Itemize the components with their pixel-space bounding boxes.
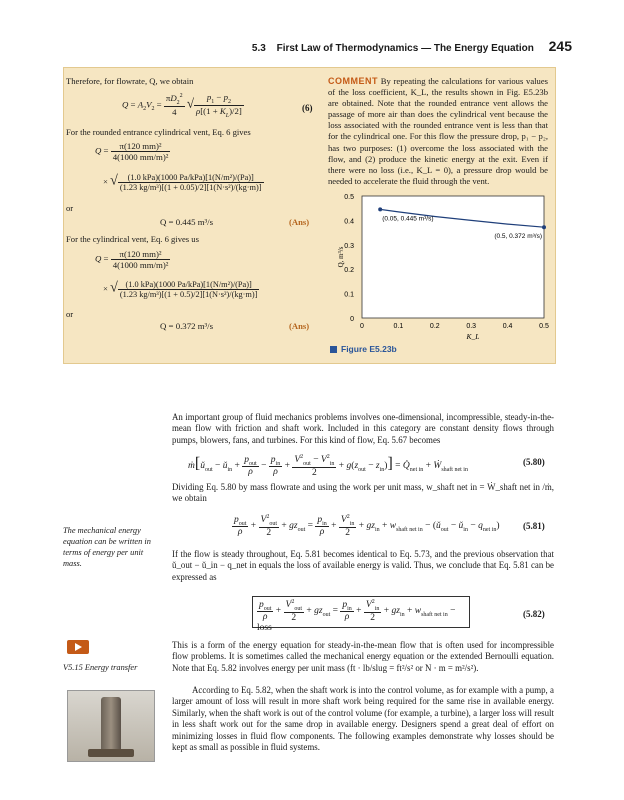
calc2-rad-num: (1.0 kPa)(1000 Pa/kPa)[1(N/m²)/(Pa)]: [118, 280, 260, 290]
x-tick-label: 0.4: [502, 323, 513, 330]
calc2-num: π(120 mm)²: [111, 249, 171, 260]
paragraph-4: This is a form of the energy equation for steady-in-the-mean flow that is often used for incompressible flow problems. It is sometimes called the mechanical energy equation or the extended Bernoulli equation. Note that Eq. 5.82 involves energy per unit mass (ft · lb/slug = ft²/s² or N · m = m²/s²).: [172, 640, 554, 673]
y-tick-label: 0.5: [344, 194, 354, 201]
play-icon: [75, 643, 82, 651]
x-tick-label: 0.2: [429, 323, 440, 330]
comment-title: COMMENT: [328, 76, 378, 86]
x-tick-label: 0: [360, 323, 364, 330]
calc-2-root: × √ $\frac{\text{(1.0 kPa)(1000 Pa/kPa)[1(N/m²)/(Pa)]}}{\text{(1.23 kg/m³)[(1 + 0.5)/2][1(N·s²)/(kg·m)]}}$: [103, 280, 258, 299]
calc1-rad-num: (1.0 kPa)(1000 Pa/kPa)[1(N/m²)/(Pa)]: [118, 173, 264, 183]
x-tick-label: 0.5: [539, 323, 549, 330]
calc-1: Q = $\frac{\text{π(120 mm)²}}{\text{4(1000 mm/m)²}}$: [95, 141, 169, 162]
chapter-title: First Law of Thermodynamics — The Energy Equation: [276, 43, 534, 54]
or-2: or: [66, 309, 74, 319]
y-tick-label: 0: [350, 316, 354, 323]
y-tick-label: 0.1: [344, 291, 354, 299]
paragraph-2: Dividing Eq. 5.80 by mass flowrate and using the work per unit mass, w_shaft net in = Ẇ_shaft net in /ṁ, we obtain: [172, 482, 554, 504]
calc2-rad-den: (1.23 kg/m³)[(1 + 0.5)/2][1(N·s²)/(kg·m)]: [119, 290, 258, 299]
y-tick-label: 0.3: [344, 242, 354, 250]
eq580-number: (5.80): [523, 457, 545, 467]
video-thumbnail-image[interactable]: [67, 690, 155, 762]
or-1: or: [66, 203, 74, 213]
comment-text: By repeating the calculations for various values of the loss coefficient, K_L, the results shown in Fig. E5.23b are obtained. Note that the rounded entrance vent allows the passage of more air than does the cylindrical vent because the loss associated with the rounded entrance vent is less than that for the cylindrical one. For this flow the pressure drop, p₁ − p₂, has two purposes: (1) overcome the loss associated with the flow, and (2) produce the kinetic energy at the exit. Even if there were no loss (i.e., K_L = 0), a pressure drop would be needed to accelerate the fluid through the vent.: [328, 76, 548, 186]
y-axis-label: Q, m³/s: [337, 246, 345, 268]
calc-2: Q = $\frac{\text{π(120 mm)²}}{\text{4(1000 mm/m)²}}$: [95, 249, 169, 270]
eq581-number: (5.81): [523, 521, 545, 531]
box-text-1: Therefore, for flowrate, Q, we obtain: [66, 76, 194, 86]
data-point: [378, 207, 382, 211]
data-label: (0.5, 0.372 m³/s): [494, 233, 542, 241]
video-play-button[interactable]: [67, 640, 89, 654]
equation-5-81: $\frac{p_{out}}{\rho}$ + $\frac{V^2_{out}}{2}$ + $gz_{out}$ = $\frac{p_{in}}{\rho}$ + $\frac{V^2_{in}}{2}$ + $gz_{in} + w_{shaft net in}$ − ($ǔ_{out}$ − $ǔ_{in} - q_{net in}$): [234, 514, 500, 539]
data-label: (0.05, 0.445 m³/s): [382, 215, 434, 223]
margin-note: The mechanical energy equation can be written in terms of energy per unit mass.: [63, 526, 151, 568]
equation-5-80: $ṁ[ǔ_{out}$ − $ǔ_{in}$ + $\frac{p_{out}}{\rho}$ − $\frac{p_{in}}{\rho}$ + $\frac{V^2_{out} - V^2_{in}}{2}$ + $g(z_{out} - z_{in})$] = $Q̇_{net in}$ + Ẇ$_{shaft net in}$: [188, 454, 468, 479]
y-tick-label: 0.2: [344, 267, 354, 275]
page-number: 245: [548, 38, 572, 54]
comment-paragraph: [328, 76, 548, 187]
paragraph-3: If the flow is steady throughout, Eq. 5.81 becomes identical to Eq. 5.73, and the previous observation that ǔ_out − ǔ_in − q_net in equals the loss of available energy is valid. Thus, we conclude that Eq. 5.81 can be expressed as: [172, 549, 554, 582]
paragraph-1: An important group of fluid mechanics problems involves one-dimensional, incompressible, steady-in-the-mean flow with friction and shaft work. Included in this category are constant density flows through pumps, blowers, fans, and turbines. For this kind of flow, Eq. 5.67 becomes: [172, 412, 554, 445]
box-text-2: For the rounded entrance cylindrical vent, Eq. 6 gives: [66, 127, 251, 137]
ans-2: (Ans): [289, 321, 310, 331]
x-axis-label: K_L: [466, 332, 480, 341]
plot-area: [362, 196, 544, 318]
chart-axes: [337, 194, 549, 341]
page-header: [0, 38, 572, 54]
x-tick-label: 0.1: [393, 323, 404, 330]
x-tick-label: 0.3: [466, 323, 477, 330]
equation-6: $Q = A_2V_2$ = $\frac{\pi D_2^2}{4}$ √ $\frac{p_1 - p_2}{\rho[(1 + K_L)/2]}$: [122, 92, 242, 119]
section-number: 5.3: [251, 43, 266, 54]
equation-5-82: $\frac{p_{out}}{\rho}$ + $\frac{V^2_{out}}{2}$ + $gz_{out}$ = $\frac{p_{in}}{\rho}$ + $\frac{V^2_{in}}{2}$ + $gz_{in} + w_{shaft net in}$ − loss: [252, 596, 470, 628]
ans-1: (Ans): [289, 217, 310, 227]
calc1-num: π(120 mm)²: [111, 141, 171, 152]
result-1: Q = 0.445 m³/s: [160, 217, 214, 227]
calc1-rad-den: (1.23 kg/m³)[(1 + 0.05)/2][1(N·s²)/(kg·m)]: [119, 183, 262, 192]
box-text-3: For the cylindrical vent, Eq. 6 gives us: [66, 234, 199, 244]
y-tick-label: 0.4: [344, 218, 354, 226]
paragraph-5: According to Eq. 5.82, when the shaft work is into the control volume, as for example with a pump, a larger amount of loss will result in more shaft work being required for the same rise in available energy. Similarly, when the shaft work is out of the control volume (for example, a turbine), a larger loss will result in less shaft work out for the same drop in available energy. Designers spend a great deal of effort on minimizing losses in fluid flow components. The following examples demonstrate why losses should be kept as small as possible in fluid systems.: [172, 685, 554, 753]
result-2: Q = 0.372 m³/s: [160, 321, 214, 331]
eq6-number: (6): [302, 103, 313, 113]
caption-square-icon: [330, 346, 337, 353]
figure-e5-23b-chart: [320, 190, 554, 342]
calc2-den: 4(1000 mm/m)²: [112, 260, 169, 270]
figure-caption: Figure E5.23b: [330, 344, 397, 354]
eq582-number: (5.82): [523, 609, 545, 619]
video-caption[interactable]: V5.15 Energy transfer: [63, 663, 138, 672]
calc1-den: 4(1000 mm/m)²: [112, 152, 169, 162]
data-point: [542, 225, 546, 229]
calc-1-root: × √ $\frac{\text{(1.0 kPa)(1000 Pa/kPa)[1(N/m²)/(Pa)]}}{\text{(1.23 kg/m³)[(1 + 0.05)/2][1(N·s²)/(kg·m)]}}$: [103, 173, 262, 192]
